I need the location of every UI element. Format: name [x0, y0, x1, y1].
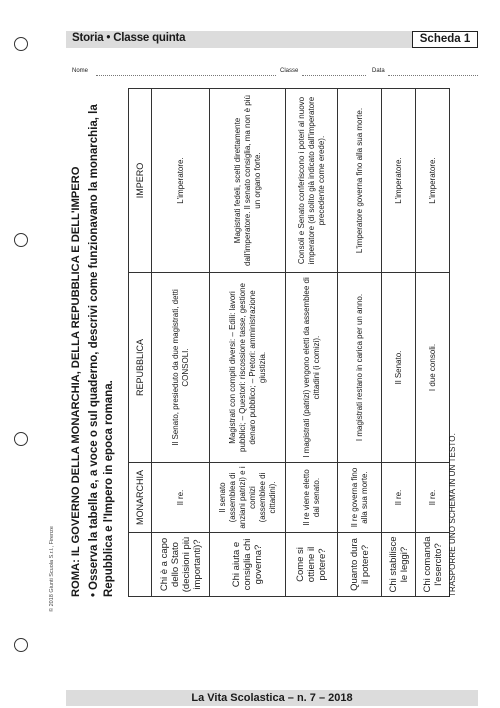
- student-info-row: [72, 68, 478, 80]
- row-question: Chi aiuta e consiglia chi governa?: [210, 533, 286, 597]
- class-label: Classe: [280, 68, 299, 74]
- table-row: [416, 89, 450, 597]
- table-row: [210, 89, 286, 597]
- binder-hole-bottom: [14, 638, 28, 652]
- cell-repubblica: I due consoli.: [416, 273, 450, 463]
- binder-hole-middle: [14, 233, 28, 247]
- sheet-label: Scheda 1: [419, 33, 471, 45]
- column-header-repubblica: REPUBBLICA: [129, 273, 152, 463]
- cell-monarchia: Il re.: [382, 463, 416, 533]
- copyright-credit: © 2018 Giunti Scuola S.r.l., Firenze: [49, 526, 55, 612]
- name-field[interactable]: [96, 75, 276, 76]
- table-row: [152, 89, 210, 597]
- date-label: Data: [372, 68, 385, 74]
- comparison-table: [128, 88, 450, 597]
- cell-impero: L'imperatore governa fino alla sua morte.: [338, 89, 382, 273]
- table-row: [382, 89, 416, 597]
- subject-label: Storia • Classe quinta: [72, 32, 186, 44]
- column-header-impero: IMPERO: [129, 89, 152, 273]
- cell-repubblica: I magistrati (patrizi) vengono eletti da assemblee di cittadini (i comizi).: [286, 273, 338, 463]
- row-question: Chi stabilisce le leggi?: [382, 533, 416, 597]
- row-question: Chi è a capo dello Stato (decisioni più importanti)?: [152, 533, 210, 597]
- cell-repubblica: Il Senato.: [382, 273, 416, 463]
- bullet-icon: •: [88, 592, 100, 597]
- worksheet-content: [66, 89, 478, 597]
- worksheet-title: ROMA: IL GOVERNO DELLA MONARCHIA, DELLA REPUBBLICA E DELL'IMPERO: [70, 166, 82, 597]
- cell-impero: Consoli e Senato conferiscono i poteri al nuovo imperatore (di solito già indicato dall'imperatore precedente come erede).: [286, 89, 338, 273]
- instruction-text: Osserva la tabella e, a voce o sul quaderno, descrivi come funzionavano la monarchia, la Repubblica e l'Impero in epoca romana.: [88, 104, 115, 597]
- table-row: [338, 89, 382, 597]
- row-question: Quanto dura il potere?: [338, 533, 382, 597]
- cell-impero: L'imperatore.: [416, 89, 450, 273]
- date-field[interactable]: [388, 75, 478, 76]
- table-row: [286, 89, 338, 597]
- corner-cell: [129, 533, 152, 597]
- page-header: [66, 31, 478, 48]
- row-question: Come si ottiene il potere?: [286, 533, 338, 597]
- cell-monarchia: Il re governa fino alla sua morte.: [338, 463, 382, 533]
- cell-impero: L'imperatore.: [152, 89, 210, 273]
- worksheet-instruction: [87, 89, 117, 597]
- table-header-row: [129, 89, 152, 597]
- cell-repubblica: I magistrati restano in carica per un anno.: [338, 273, 382, 463]
- page-footer: [66, 690, 478, 706]
- binder-hole-top: [14, 37, 28, 51]
- subject-bar: [66, 31, 412, 48]
- cell-impero: Magistrati fedeli, scelti direttamente dall'imperatore. Il senato consiglia, ma non è più un organo forte.: [210, 89, 286, 273]
- footer-label: La Vita Scolastica – n. 7 – 2018: [191, 692, 353, 704]
- cell-monarchia: Il re viene eletto dal senato.: [286, 463, 338, 533]
- sheet-badge: [412, 31, 478, 48]
- cell-monarchia: Il re.: [152, 463, 210, 533]
- binder-hole-lower: [14, 432, 28, 446]
- cell-impero: L'imperatore.: [382, 89, 416, 273]
- worksheet-note: TRASPORRE UNO SCHEMA IN UN TESTO.: [448, 433, 457, 597]
- class-field[interactable]: [302, 75, 366, 76]
- row-question: Chi comanda l'esercito?: [416, 533, 450, 597]
- cell-repubblica: Magistrati con compiti diversi: – Edili: lavori pubblici; – Questori: riscossione tasse, gestione denaro pubblico; – Pretori: amministrazione giustizia.: [210, 273, 286, 463]
- column-header-monarchia: MONARCHIA: [129, 463, 152, 533]
- cell-repubblica: Il Senato, presieduto da due magistrati, detti CONSOLI.: [152, 273, 210, 463]
- cell-monarchia: Il senato (assemblea di anziani patrizi) e i comizi (assemblee di cittadini).: [210, 463, 286, 533]
- cell-monarchia: Il re.: [416, 463, 450, 533]
- name-label: Nome: [72, 68, 89, 74]
